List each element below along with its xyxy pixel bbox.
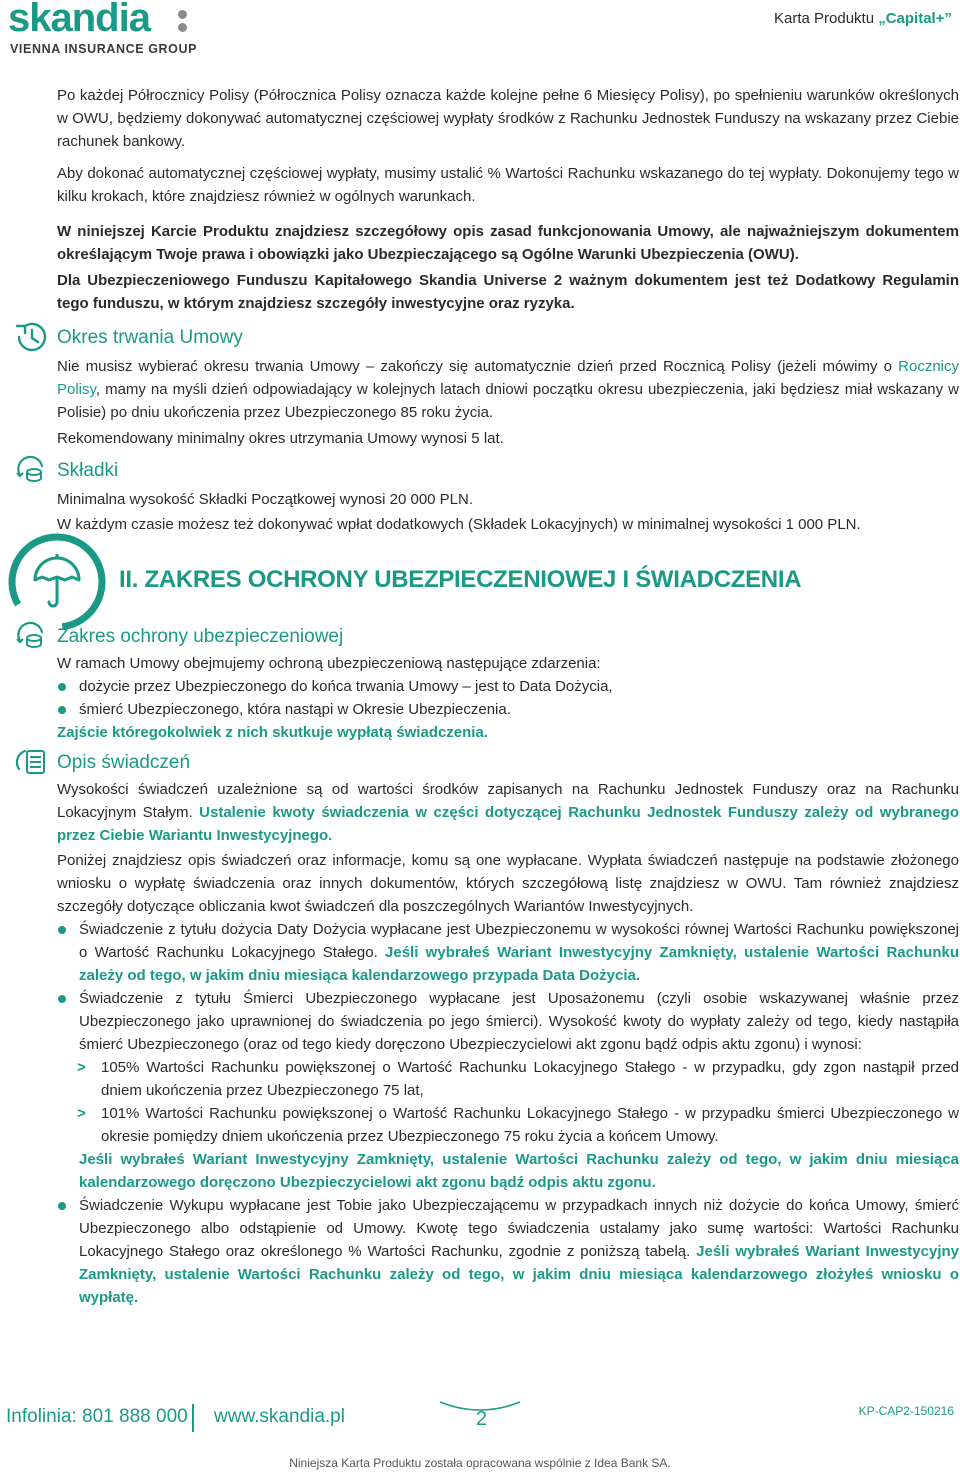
zakres-heading: [57, 622, 959, 652]
opis-b3-b: Jeśli wybrałeś Wariant Inwestycyjny Zamknięty, ustalenie Wartości Rachunku zależy od tego, w jakim dniu miesiąca kalendarzowego złożyłeś wniosku o wypłatę.: [79, 1243, 959, 1306]
logo-wordmark: skandia: [8, 0, 150, 40]
infolinia-phone[interactable]: Infolinia: 801 888 000: [6, 1406, 188, 1427]
document-title-product: „Capital+”: [878, 10, 952, 27]
section-ii-header: [57, 550, 959, 618]
sub-list-item: [57, 1056, 959, 1102]
coins-icon: [15, 453, 49, 487]
website-link[interactable]: www.skandia.pl: [214, 1406, 345, 1427]
skladki-paragraph-2: W każdym czasie możesz też dokonywać wpłat dodatkowych (Składek Lokacyjnych) w minimalnej wysokości 1 000 PLN.: [57, 516, 861, 533]
okres-paragraph-1: [57, 355, 959, 424]
footer-note: Niniejsza Karta Produktu została opracowana wspólnie z Idea Bank SA.: [289, 1456, 671, 1470]
section-ii-title: II. ZAKRES OCHRONY UBEZPIECZENIOWEJ I ŚWIADCZENIA: [119, 566, 802, 593]
sub-list-item: [57, 1102, 959, 1148]
swiadczenie-wykupu-item: [57, 1194, 959, 1309]
footer-divider: [192, 1404, 194, 1432]
page-content: [57, 84, 959, 1309]
zakres-note: Zajście któregokolwiek z nich skutkuje wypłatą świadczenia.: [57, 724, 488, 741]
okres-p1-b: , mamy na myśli dzień odpowiadający w kolejnych latach dniowi początku okresu ubezpieczenia, jaki będziesz miał wskazany w Polisie) po dniu ukończenia przez Ubezpieczonego 85 roku życia.: [57, 381, 959, 421]
opis-paragraph-1: [57, 778, 959, 847]
logo-dots-icon: [178, 10, 187, 36]
skladki-heading: [57, 456, 959, 486]
okres-heading: [57, 323, 959, 353]
zakres-intro: W ramach Umowy obejmujemy ochroną ubezpieczeniową następujące zdarzenia:: [57, 655, 601, 672]
intro-paragraph-3: W niniejszej Karcie Produktu znajdziesz szczegółowy opis zasad funkcjonowania Umowy, ale najważniejszym dokumentem określającym Twoje prawa i obowiązki jako Ubezpieczającego są Ogólne Warunki Ubezpieczenia (OWU).: [57, 223, 959, 263]
skladki-title: Składki: [57, 460, 119, 481]
opis-b2-note: Jeśli wybrałeś Wariant Inwestycyjny Zamknięty, ustalenie Wartości Rachunku zależy od tego, w jakim dniu miesiąca kalendarzowego doręczono Ubezpieczycielowi akt zgonu bądź odpis aktu zgonu.: [79, 1151, 959, 1191]
okres-paragraph-2: Rekomendowany minimalny okres utrzymania Umowy wynosi 5 lat.: [57, 430, 504, 447]
sub-list-text: 101% Wartości Rachunku powiększonej o Wartość Rachunku Lokacyjnego Stałego - w przypadku śmierci Ubezpieczonego w okresie pomiędzy dniem ukończenia przez Ubezpieczonego 75 roku życia a końcem Umowy.: [101, 1105, 959, 1145]
opis-paragraph-2: Poniżej znajdziesz opis świadczeń oraz informacje, komu są one wypłacane. Wypłata świadczeń następuje na podstawie złożonego wniosku o wypłatę świadczenia oraz innych dokumentów, których szczegółową listę znajdziesz w OWU. Tam również znajdziesz szczegóły dotyczące obliczania kwot świadczeń dla poszczególnych Wariantów Inwestycyjnych.: [57, 852, 959, 915]
opis-heading: [57, 748, 959, 778]
chevron-right-icon: >: [77, 1105, 86, 1122]
opis-p1-b: Ustalenie kwoty świadczenia w części dotyczącej Rachunku Jednostek Funduszy zależy od wybranego przez Ciebie Wariantu Inwestycyjnego.: [57, 804, 959, 844]
document-title-prefix: Karta Produktu: [773, 10, 879, 27]
document-title: [774, 10, 952, 27]
okres-p1-a: Nie musisz wybierać okresu trwania Umowy – zakończy się automatycznie dzień przed Rocznicą Polisy (jeżeli mówimy o: [57, 358, 899, 375]
opis-p1-a: Wysokości świadczeń uzależnione są od wartości środków zapisanych na Rachunku Jednostek Funduszy oraz na Rachunku Lokacyjnym Stałym.: [57, 781, 959, 821]
zakres-list-item: dożycie przez Ubezpieczonego do końca trwania Umowy – jest to Data Dożycia,: [57, 675, 959, 698]
opis-b1-b: Jeśli wybrałeś Wariant Inwestycyjny Zamknięty, ustalenie Wartości Rachunku zależy od tego, w jakim dniu miesiąca kalendarzowego przypada Data Dożycia.: [79, 944, 959, 984]
chevron-right-icon: >: [77, 1059, 86, 1076]
intro-paragraph-4: Dla Ubezpieczeniowego Funduszu Kapitałowego Skandia Universe 2 ważnym dokumentem jest też Dodatkowy Regulamin tego funduszu, w którym znajdziesz szczegóły inwestycyjne oraz ryzyka.: [57, 272, 959, 312]
coins-icon: [15, 619, 49, 653]
document-list-icon: [15, 745, 49, 779]
swiadczenie-smierci-item: Świadczenie z tytułu Śmierci Ubezpieczonego wypłacane jest Uposażonemu (czyli osobie wskazywanej właśnie przez Ubezpieczonego jako uprawnionej do świadczenia po jego śmierci). Wysokość kwoty do wypłaty zależy od tego, kiedy nastąpiła śmierć Ubezpieczonego (oraz od tego kiedy doręczono Ubezpieczycielowi akt zgonu bądź odpis aktu zgonu) i wynosi:: [57, 987, 959, 1056]
page-number: 2: [476, 1408, 488, 1430]
okres-title: Okres trwania Umowy: [57, 327, 243, 348]
clock-icon: [15, 320, 49, 354]
document-code: KP-CAP2-150216: [858, 1404, 954, 1418]
skladki-paragraph-1: Minimalna wysokość Składki Początkowej wynosi 20 000 PLN.: [57, 491, 474, 508]
rocznica-polisy-link[interactable]: Rocznicy Polisy: [57, 358, 959, 398]
intro-paragraph-2: Aby dokonać automatycznej częściowej wypłaty, musimy ustalić % Wartości Rachunku wskazanego do tej wypłaty. Dokonujemy tego w kilku krokach, które znajdziesz również w ogólnych warunkach.: [57, 165, 959, 205]
opis-b1-a: Świadczenie z tytułu dożycia Daty Dożycia wypłacane jest Ubezpieczonemu w wysokości równej Wartości Rachunku powiększonej o Wartość Rachunku Lokacyjnego Stałego.: [79, 921, 959, 961]
sub-list-text: 105% Wartości Rachunku powiększonej o Wartość Rachunku Lokacyjnego Stałego - w przypadku, gdy zgon nastąpił przed dniem ukończenia przez Ubezpieczonego 75 lat,: [101, 1059, 959, 1099]
zakres-title: Zakres ochrony ubezpieczeniowej: [57, 626, 344, 647]
intro-paragraph-1: Po każdej Półrocznicy Polisy (Półrocznica Polisy oznacza każde kolejne pełne 6 Miesięcy Polisy), po spełnieniu warunków określonych w OWU, będziemy dokonywać automatycznej częściowej wypłaty środków z Rachunku Jednostek Funduszy na wskazany przez Ciebie rachunek bankowy.: [57, 87, 959, 150]
page-footer: [0, 1400, 960, 1475]
zakres-list-item: śmierć Ubezpieczonego, która nastąpi w Okresie Ubezpieczenia.: [57, 698, 959, 721]
swiadczenie-dozycia-item: [57, 918, 959, 987]
logo-subtitle: VIENNA INSURANCE GROUP: [10, 42, 198, 56]
skandia-logo: [8, 2, 198, 58]
opis-title: Opis świadczeń: [57, 752, 191, 773]
opis-b3-a: Świadczenie Wykupu wypłacane jest Tobie jako Ubezpieczającemu w przypadkach innych niż dożycie do końca Umowy, śmierć Ubezpieczonego albo odstąpienie od Umowy. Kwotę tego świadczenia ustalamy jako sumę wartości: Wartości Rachunku Lokacyjnego Stałego oraz określonego % Wartości Rachunku, zgodnie z poniższą tabelą.: [79, 1197, 959, 1260]
